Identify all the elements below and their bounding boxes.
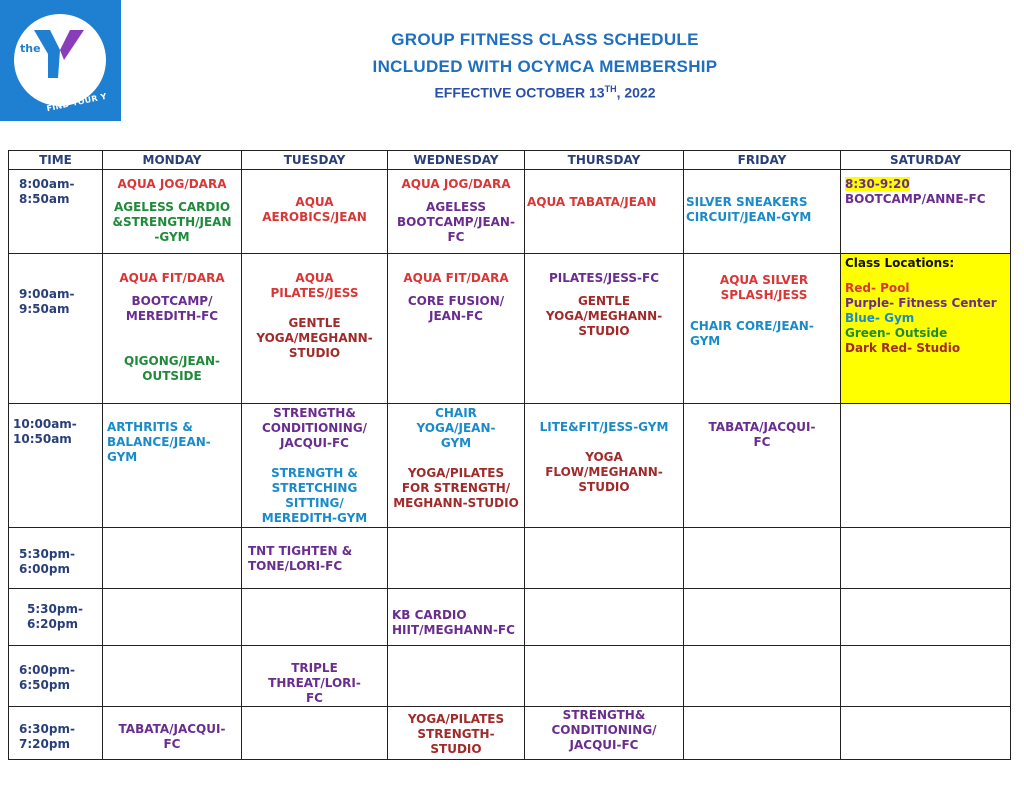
logo-tagline: FIND YOUR Y: [45, 91, 108, 114]
schedule-title: GROUP FITNESS CLASS SCHEDULE: [391, 30, 699, 49]
tuesday-cell: [242, 589, 388, 646]
tuesday-cell: STRENGTH& CONDITIONING/ JACQUI-FC STRENGTH & STRETCHING SITTING/ MEREDITH-GYM: [242, 404, 388, 528]
table-row: [9, 528, 1011, 589]
table-row: [9, 254, 1011, 404]
friday-cell: [684, 528, 841, 589]
legend-blue-gym: Blue- Gym: [845, 311, 915, 325]
friday-cell: AQUA SILVER SPLASH/JESS CHAIR CORE/JEAN- GYM: [684, 254, 841, 404]
thursday-cell: AQUA TABATA/JEAN: [525, 170, 684, 254]
time-cell: 6:00pm- 6:50pm: [9, 646, 103, 707]
saturday-cell: 8:30-9:20 BOOTCAMP/ANNE-FC: [841, 170, 1011, 254]
monday-cell: ARTHRITIS & BALANCE/JEAN- GYM: [103, 404, 242, 528]
thursday-cell: LITE&FIT/JESS-GYM YOGA FLOW/MEGHANN- STUDIO: [525, 404, 684, 528]
col-header-wednesday: WEDNESDAY: [388, 151, 525, 170]
tuesday-cell: TRIPLE THREAT/LORI- FC: [242, 646, 388, 707]
tuesday-cell: AQUA PILATES/JESS GENTLE YOGA/MEGHANN- STUDIO: [242, 254, 388, 404]
class-locations-legend: [841, 254, 1011, 404]
friday-cell: [684, 646, 841, 707]
legend-purple-fitness-center: Purple- Fitness Center: [845, 296, 997, 310]
col-header-tuesday: TUESDAY: [242, 151, 388, 170]
time-cell: 10:00am- 10:50am: [9, 404, 103, 528]
legend-green-outside: Green- Outside: [845, 326, 948, 340]
table-row: [9, 404, 1011, 528]
wednesday-cell: YOGA/PILATES STRENGTH- STUDIO: [388, 707, 525, 760]
time-cell: 5:30pm- 6:00pm: [9, 528, 103, 589]
wednesday-cell: AQUA FIT/DARA CORE FUSION/ JEAN-FC: [388, 254, 525, 404]
table-row: [9, 646, 1011, 707]
time-cell: 8:00am- 8:50am: [9, 170, 103, 254]
wednesday-cell: [388, 528, 525, 589]
wednesday-cell: CHAIR YOGA/JEAN- GYM YOGA/PILATES FOR STRENGTH/ MEGHANN-STUDIO: [388, 404, 525, 528]
monday-cell: AQUA FIT/DARA BOOTCAMP/ MEREDITH-FC QIGONG/JEAN- OUTSIDE: [103, 254, 242, 404]
saturday-cell: [841, 646, 1011, 707]
saturday-cell: [841, 404, 1011, 528]
tuesday-cell: TNT TIGHTEN & TONE/LORI-FC: [242, 528, 388, 589]
thursday-cell: [525, 646, 684, 707]
wednesday-cell: KB CARDIO HIIT/MEGHANN-FC: [388, 589, 525, 646]
legend-title: Class Locations:: [845, 256, 955, 270]
time-cell: 6:30pm- 7:20pm: [9, 707, 103, 760]
friday-cell: [684, 589, 841, 646]
table-row: [9, 707, 1011, 760]
monday-cell: [103, 528, 242, 589]
y-mark-icon: [30, 26, 86, 86]
wednesday-cell: AQUA JOG/DARA AGELESS BOOTCAMP/JEAN- FC: [388, 170, 525, 254]
saturday-time-highlight: 8:30-9:20: [845, 177, 910, 191]
col-header-thursday: THURSDAY: [525, 151, 684, 170]
col-header-time: TIME: [9, 151, 103, 170]
monday-cell: [103, 589, 242, 646]
table-row: [9, 170, 1011, 254]
wednesday-cell: [388, 646, 525, 707]
schedule-subtitle: INCLUDED WITH OCYMCA MEMBERSHIP: [372, 57, 718, 76]
tuesday-cell: [242, 707, 388, 760]
saturday-cell: [841, 589, 1011, 646]
time-cell: 5:30pm- 6:20pm: [9, 589, 103, 646]
thursday-cell: [525, 589, 684, 646]
table-row: [9, 589, 1011, 646]
col-header-friday: FRIDAY: [684, 151, 841, 170]
saturday-cell: [841, 528, 1011, 589]
friday-cell: [684, 707, 841, 760]
header-row: [9, 151, 1011, 170]
monday-cell: TABATA/JACQUI- FC: [103, 707, 242, 760]
schedule-table: [8, 150, 1011, 760]
monday-cell: [103, 646, 242, 707]
col-header-monday: MONDAY: [103, 151, 242, 170]
legend-red-pool: Red- Pool: [845, 281, 910, 295]
legend-dark-red-studio: Dark Red- Studio: [845, 341, 961, 355]
thursday-cell: [525, 528, 684, 589]
logo-the-text: the: [20, 42, 41, 55]
thursday-cell: PILATES/JESS-FC GENTLE YOGA/MEGHANN- STUDIO: [525, 254, 684, 404]
friday-cell: SILVER SNEAKERS CIRCUIT/JEAN-GYM: [684, 170, 841, 254]
ymca-logo: [0, 0, 121, 121]
time-cell: 9:00am- 9:50am: [9, 254, 103, 404]
monday-cell: AQUA JOG/DARA AGELESS CARDIO &STRENGTH/JEAN -GYM: [103, 170, 242, 254]
col-header-saturday: SATURDAY: [841, 151, 1011, 170]
effective-date: EFFECTIVE OCTOBER 13TH, 2022: [434, 84, 656, 101]
saturday-cell: [841, 707, 1011, 760]
thursday-cell: STRENGTH& CONDITIONING/ JACQUI-FC: [525, 707, 684, 760]
friday-cell: TABATA/JACQUI- FC: [684, 404, 841, 528]
tuesday-cell: AQUA AEROBICS/JEAN: [242, 170, 388, 254]
